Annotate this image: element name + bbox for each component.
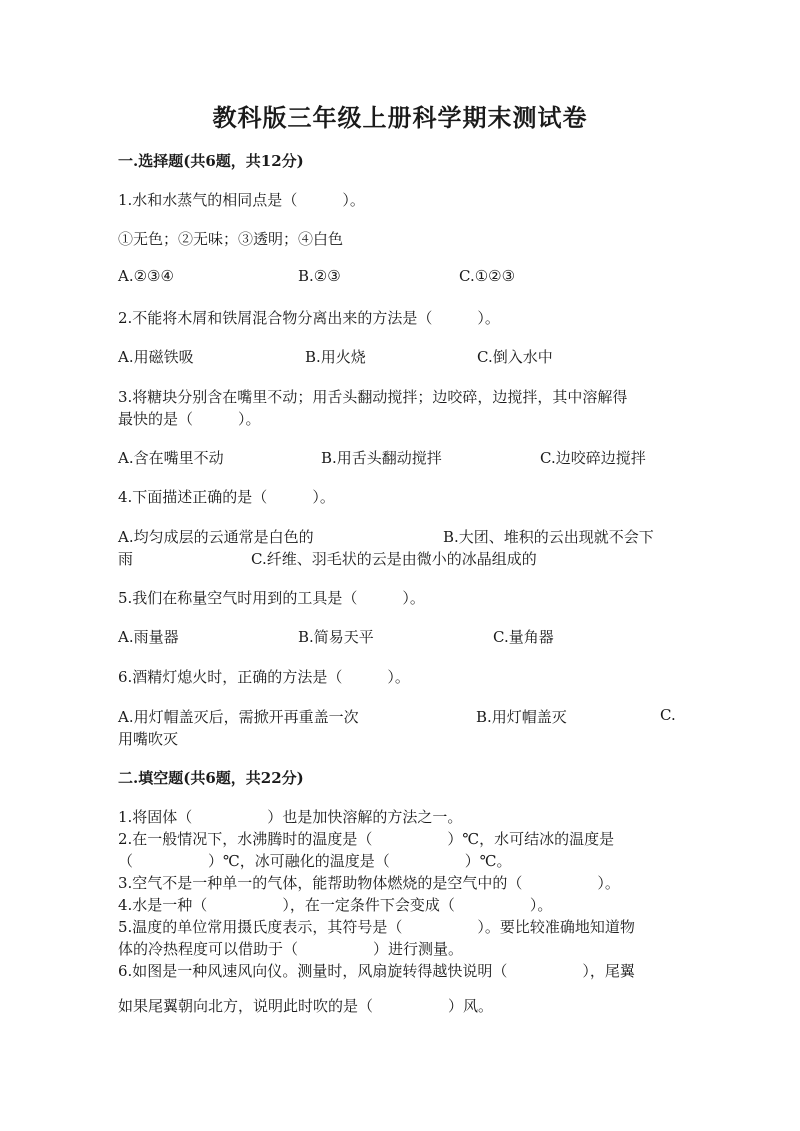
- fill-line: （ ）℃，冰可融化的温度是（ ）℃。: [118, 852, 512, 870]
- page-title: 教科版三年级上册科学期末测试卷: [212, 103, 588, 132]
- question-2-option-a: A.用磁铁吸: [118, 348, 194, 366]
- question-1-option-a: A.②③④: [118, 267, 174, 285]
- question-4-option-b: B.大团、堆积的云出现就不会下: [443, 528, 654, 546]
- fill-line-last: 如果尾翼朝向北方，说明此时吹的是（ ）风。: [118, 997, 494, 1015]
- fill-line: 4.水是一种（ ），在一定条件下会变成（ ）。: [118, 896, 553, 914]
- section-heading-choice: 一.选择题(共6题，共12分): [118, 152, 304, 170]
- question-4-option-c: C.纤维、羽毛状的云是由微小的冰晶组成的: [251, 550, 537, 568]
- fill-line: 5.温度的单位常用摄氏度表示，其符号是（ ）。要比较准确地知道物: [118, 918, 635, 936]
- fill-line: 2.在一般情况下，水沸腾时的温度是（ ）℃，水可结冰的温度是: [118, 830, 615, 848]
- question-1-note: ①无色；②无味；③透明；④白色: [118, 230, 344, 248]
- question-4-option-a: A.均匀成层的云通常是白色的: [118, 528, 314, 546]
- fill-line: 体的冷热程度可以借助于（ ）进行测量。: [118, 940, 464, 958]
- question-6-stem: 6.酒精灯熄火时，正确的方法是（ ）。: [118, 668, 410, 686]
- question-5-stem: 5.我们在称量空气时用到的工具是（ ）。: [118, 589, 425, 607]
- question-6-option-c: 用嘴吹灭: [118, 730, 179, 748]
- question-6-option-a: A.用灯帽盖灭后，需掀开再重盖一次: [118, 708, 359, 726]
- question-6-option-c-label: C.: [660, 706, 676, 724]
- question-4-stem: 4.下面描述正确的是（ ）。: [118, 488, 335, 506]
- question-1-option-c: C.①②③: [459, 267, 516, 285]
- question-3-option-b: B.用舌头翻动搅拌: [321, 449, 442, 467]
- question-3-stem-line-2: 最快的是（ ）。: [118, 410, 261, 428]
- section-heading-fill: 二.填空题(共6题，共22分): [118, 769, 304, 787]
- fill-line: 3.空气不是一种单一的气体，能帮助物体燃烧的是空气中的（ ）。: [118, 874, 620, 892]
- question-4-option-b-wrap: 雨: [118, 550, 134, 568]
- question-1-stem: 1.水和水蒸气的相同点是（ ）。: [118, 191, 365, 209]
- question-5-option-b: B.简易天平: [298, 628, 374, 646]
- fill-line: 6.如图是一种风速风向仪。测量时，风扇旋转得越快说明（ ），尾翼: [118, 962, 635, 980]
- question-2-option-b: B.用火烧: [305, 348, 366, 366]
- question-5-option-c: C.量角器: [493, 628, 554, 646]
- question-3-option-c: C.边咬碎边搅拌: [540, 449, 646, 467]
- question-6-option-b: B.用灯帽盖灭: [476, 708, 567, 726]
- fill-line: 1.将固体（ ）也是加快溶解的方法之一。: [118, 808, 463, 826]
- question-5-option-a: A.雨量器: [118, 628, 179, 646]
- question-1-option-b: B.②③: [298, 267, 341, 285]
- question-3-option-a: A.含在嘴里不动: [118, 449, 224, 467]
- question-2-option-c: C.倒入水中: [477, 348, 553, 366]
- question-2-stem: 2.不能将木屑和铁屑混合物分离出来的方法是（ ）。: [118, 309, 500, 327]
- question-3-stem-line-1: 3.将糖块分别含在嘴里不动；用舌头翻动搅拌；边咬碎，边搅拌，其中溶解得: [118, 388, 628, 406]
